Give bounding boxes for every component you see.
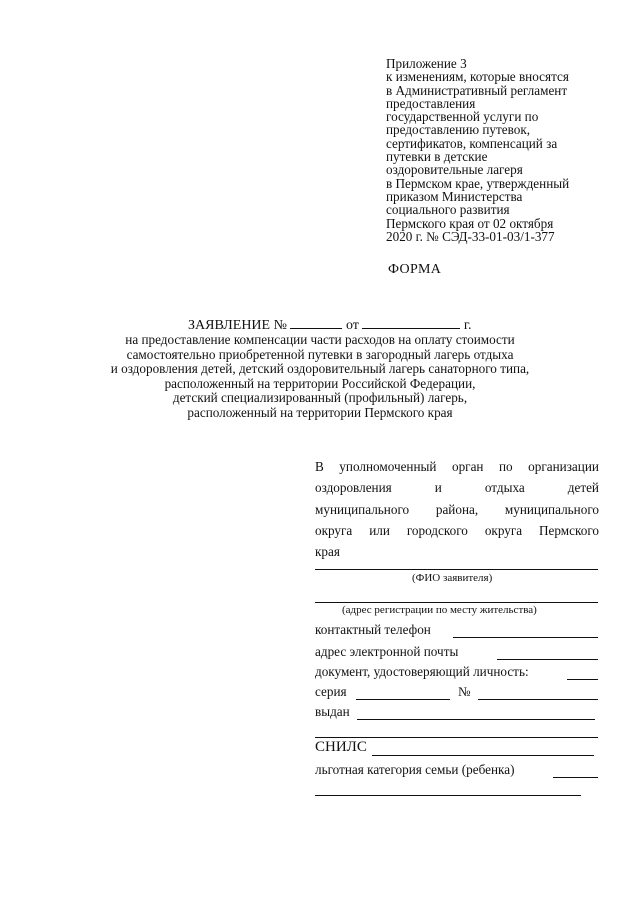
address-input-line[interactable]: [315, 602, 598, 603]
addressee-word: Пермского: [539, 522, 599, 538]
category-label: льготная категория семьи (ребенка): [315, 762, 515, 777]
addressee-word: В: [315, 459, 324, 474]
issued-input-line[interactable]: [357, 719, 595, 720]
issued-label: выдан: [315, 704, 350, 719]
annex-line: к изменениям, которые вносятся: [386, 69, 569, 85]
addressee-line: [315, 477, 599, 498]
id-document-label: документ, удостоверяющий личность:: [315, 664, 529, 679]
description-line: детский специализированный (профильный) лагерь,: [172, 390, 468, 406]
series-label: серия: [315, 684, 347, 699]
description-line: расположенный на территории Пермского края: [187, 404, 453, 420]
category-continuation-line[interactable]: [315, 795, 581, 796]
addressee-word: округа: [484, 522, 523, 538]
address-caption: (адрес регистрации по месту жительства): [342, 604, 537, 616]
annex-line: сертификатов, компенсаций за: [386, 135, 558, 151]
annex-line: предоставлению путевок,: [386, 122, 531, 138]
addressee-word: муниципального: [504, 501, 599, 517]
addressee-block: [315, 456, 599, 562]
annex-line: Пермского края от 02 октября: [386, 215, 554, 231]
fio-input-line[interactable]: [315, 569, 598, 570]
addressee-word: орган: [451, 459, 484, 474]
series-input-line[interactable]: [356, 699, 450, 700]
annex-line: в Административный регламент: [386, 82, 568, 98]
addressee-word: уполномоченный: [339, 459, 437, 474]
addressee-word: по: [498, 459, 513, 474]
application-date-blank[interactable]: [362, 316, 460, 329]
number-sign-label: №: [458, 684, 471, 699]
application-number-blank[interactable]: [290, 316, 342, 329]
description-line: на предоставление компенсации части расходов на оплату стоимости: [125, 332, 515, 347]
annex-line: Приложение 3: [386, 56, 467, 71]
annex-header: [386, 57, 626, 243]
title-prefix: ЗАЯВЛЕНИЕ №: [188, 318, 287, 333]
addressee-word: и: [434, 480, 442, 496]
snils-label: СНИЛС: [315, 739, 367, 755]
issued-continuation-line[interactable]: [315, 737, 598, 738]
annex-line: предоставления: [386, 95, 476, 111]
addressee-word: муниципального: [315, 501, 410, 517]
addressee-line: [315, 499, 599, 520]
annex-line: государственной услуги по: [386, 109, 539, 125]
form-label: ФОРМА: [388, 262, 442, 277]
annex-line: приказом Министерства: [386, 188, 523, 204]
fio-caption: (ФИО заявителя): [412, 572, 493, 584]
addressee-line: [315, 520, 599, 541]
annex-line: в Пермском крае, утвержденный: [386, 175, 570, 191]
addressee-word: детей: [567, 480, 599, 496]
addressee-word: или: [369, 522, 390, 538]
title-year: г.: [463, 318, 472, 333]
annex-line: путевки в детские: [386, 149, 488, 165]
description-line: расположенный на территории Российской Федерации,: [164, 375, 476, 391]
email-input-line[interactable]: [497, 659, 598, 660]
addressee-word: района,: [435, 501, 479, 517]
email-label: адрес электронной почты: [315, 644, 459, 659]
number-input-line[interactable]: [478, 699, 598, 700]
annex-line: 2020 г. № СЭД-33-01-03/1-377: [386, 228, 555, 244]
category-input-line[interactable]: [553, 777, 598, 778]
annex-line: оздоровительные лагеря: [386, 162, 523, 178]
description-line: самостоятельно приобретенной путевки в загородный лагерь отдыха: [126, 346, 514, 362]
addressee-word: городского: [406, 522, 468, 538]
phone-input-line[interactable]: [453, 637, 598, 638]
id-document-input-line[interactable]: [567, 679, 598, 680]
title-from: от: [345, 318, 359, 333]
addressee-word: оздоровления: [315, 480, 392, 496]
addressee-word: организации: [528, 459, 599, 474]
description-line: и оздоровления детей, детский оздоровительный лагерь санаторного типа,: [110, 361, 530, 377]
addressee-word: округа: [315, 522, 353, 538]
addressee-line: [315, 456, 599, 477]
phone-label: контактный телефон: [315, 622, 431, 637]
snils-input-line[interactable]: [372, 755, 594, 756]
application-description: [80, 333, 560, 421]
addressee-line: края: [315, 544, 340, 560]
addressee-word: отдыха: [484, 480, 525, 496]
annex-line: социального развития: [386, 202, 510, 218]
